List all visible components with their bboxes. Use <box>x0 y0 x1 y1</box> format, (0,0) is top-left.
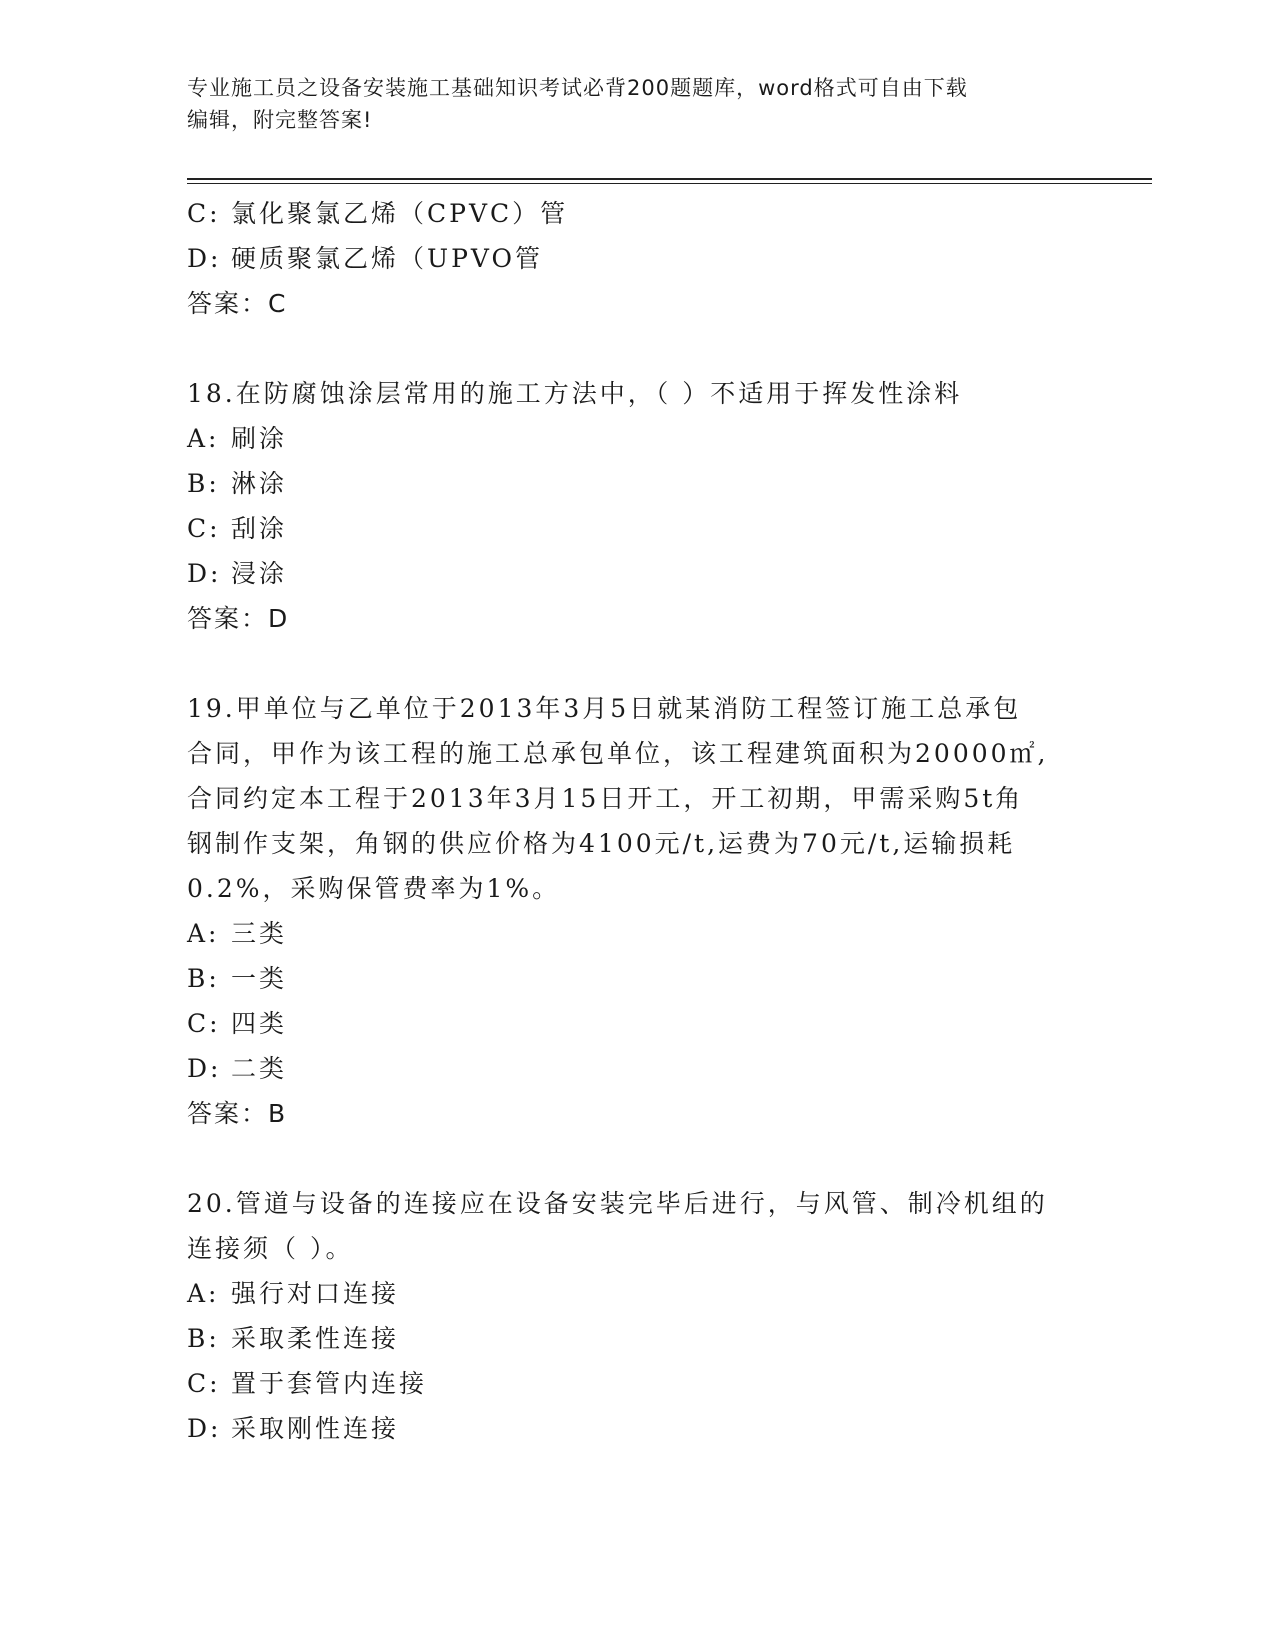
option-a <box>187 911 1087 956</box>
question-text-line: 合同约定本工程于2013年3月15日开工，开工初期，甲需采购5t角 <box>187 784 1024 813</box>
option-text: 强行对口连接 <box>231 1279 400 1308</box>
option-d <box>187 551 1087 596</box>
option-label: D: <box>187 1414 222 1443</box>
option-text: 四类 <box>231 1009 288 1038</box>
option-label: C: <box>187 1009 221 1038</box>
option-label: A: <box>187 1279 220 1308</box>
option-text: 硬质聚氯乙烯（UPVO管 <box>231 244 544 273</box>
option-text: 刷涂 <box>231 424 288 453</box>
option-label: C: <box>187 514 221 543</box>
option-label: B: <box>187 1324 220 1353</box>
header-rule-thick <box>187 178 1152 180</box>
option-text: 置于套管内连接 <box>231 1369 428 1398</box>
question-text-line: 19.甲单位与乙单位于2013年3月5日就某消防工程签订施工总承包 <box>187 694 1022 723</box>
spacer <box>187 641 1087 686</box>
option-c <box>187 1361 1087 1406</box>
option-label: B: <box>187 964 220 993</box>
option-b <box>187 1316 1087 1361</box>
option-d <box>187 1406 1087 1451</box>
header-line-2: 编辑，附完整答案! <box>187 108 373 132</box>
option-a <box>187 1271 1087 1316</box>
question-text-line: 连接须（ ）。 <box>187 1234 354 1263</box>
option-d <box>187 1046 1087 1091</box>
option-a <box>187 416 1087 461</box>
option-text: 浸涂 <box>231 559 288 588</box>
option-label: C: <box>187 199 221 228</box>
question-text-line: 0.2%，采购保管费率为1%。 <box>187 874 561 903</box>
question-20 <box>187 1181 1087 1451</box>
option-c <box>187 1001 1087 1046</box>
option-text: 刮涂 <box>231 514 288 543</box>
option-label: B: <box>187 469 220 498</box>
question-19 <box>187 686 1087 1136</box>
answer: 答案：B <box>187 1099 288 1128</box>
option-text: 采取刚性连接 <box>231 1414 400 1443</box>
option-label: D: <box>187 244 222 273</box>
question-list <box>187 191 1087 1451</box>
option-text: 淋涂 <box>231 469 288 498</box>
option-label: D: <box>187 1054 222 1083</box>
option-text: 采取柔性连接 <box>231 1324 400 1353</box>
option-label: A: <box>187 424 220 453</box>
question-text-line: 钢制作支架，角钢的供应价格为4100元/t,运费为70元/t,运输损耗 <box>187 829 1016 858</box>
option-b <box>187 461 1087 506</box>
spacer <box>187 1136 1087 1181</box>
option-label: A: <box>187 919 220 948</box>
header-line-1: 专业施工员之设备安装施工基础知识考试必背200题题库，word格式可自由下载 <box>187 76 968 100</box>
answer: 答案：D <box>187 604 290 633</box>
option-text: 一类 <box>231 964 288 993</box>
answer: 答案：C <box>187 289 288 318</box>
option-c <box>187 191 1087 236</box>
option-b <box>187 956 1087 1001</box>
question-18 <box>187 371 1087 641</box>
question-text: 18.在防腐蚀涂层常用的施工方法中，（ ）不适用于挥发性涂料 <box>187 379 963 408</box>
option-c <box>187 506 1087 551</box>
spacer <box>187 326 1087 371</box>
question-text-line: 合同，甲作为该工程的施工总承包单位，该工程建筑面积为20000㎡, <box>187 739 1049 768</box>
option-text: 三类 <box>231 919 288 948</box>
option-label: D: <box>187 559 222 588</box>
question-17 <box>187 191 1087 326</box>
option-text: 氯化聚氯乙烯（CPVC）管 <box>231 199 569 228</box>
document-header <box>187 72 1067 136</box>
option-label: C: <box>187 1369 221 1398</box>
option-text: 二类 <box>231 1054 288 1083</box>
option-d <box>187 236 1087 281</box>
question-text-line: 20.管道与设备的连接应在设备安装完毕后进行，与风管、制冷机组的 <box>187 1189 1048 1218</box>
header-rule-thin <box>187 183 1152 184</box>
